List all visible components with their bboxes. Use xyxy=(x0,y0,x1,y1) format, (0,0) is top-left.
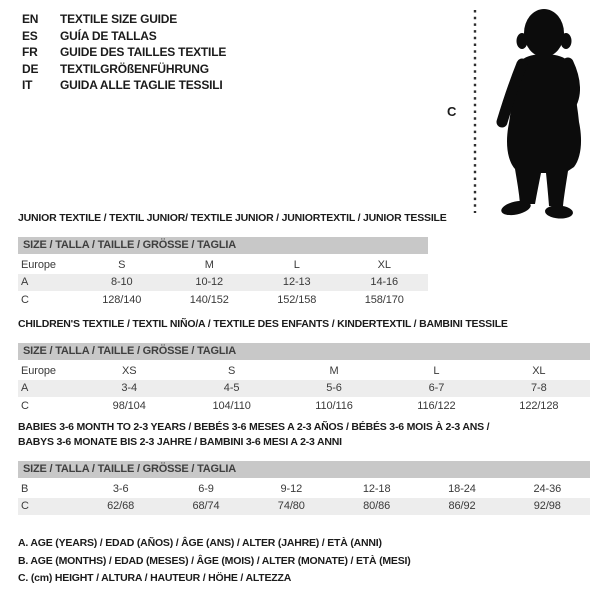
language-code: DE xyxy=(22,61,39,76)
size-table-children xyxy=(18,343,590,415)
table-cell: M xyxy=(204,258,214,271)
table-cell: 12-13 xyxy=(282,276,311,289)
row-label: C xyxy=(21,500,29,513)
size-table-babies xyxy=(18,461,590,515)
table-cell: S xyxy=(227,364,236,377)
language-code: IT xyxy=(22,78,33,93)
table-row xyxy=(18,256,428,274)
row-label: A xyxy=(21,382,29,395)
table-title-line: BABYS 3-6 MONATE BIS 2-3 JAHRE / BAMBINI 3-6 MESI A 2-3 ANNI xyxy=(18,435,342,448)
table-cell: 5-6 xyxy=(326,382,342,395)
language-row xyxy=(22,44,226,61)
table-cell: 6-7 xyxy=(428,382,445,395)
size-table-junior xyxy=(18,237,428,309)
table-title-line: CHILDREN'S TEXTILE / TEXTIL NIÑO/A / TEXTILE DES ENFANTS / KINDERTEXTIL / BAMBINI TESSILE xyxy=(18,318,508,330)
table-cell: 3-6 xyxy=(112,482,129,495)
table-cell: 18-24 xyxy=(448,482,476,495)
row-label: Europe xyxy=(21,364,56,377)
table-row xyxy=(18,274,428,292)
baby-silhouette xyxy=(500,9,581,219)
table-row xyxy=(18,362,590,380)
table-cell: XS xyxy=(121,364,137,377)
table-cell: 92/98 xyxy=(533,500,561,513)
footnote-height: C. (cm) HEIGHT / ALTURA / HAUTEUR / HÖHE / ALTEZZA xyxy=(18,572,292,584)
language-code: EN xyxy=(22,12,39,26)
table-cell: 6-9 xyxy=(198,482,214,495)
language-row xyxy=(22,11,226,28)
table-cell: 86/92 xyxy=(448,500,476,513)
table-cell: 4-5 xyxy=(223,382,240,395)
footnote-legend xyxy=(18,535,411,588)
table-cell: 128/140 xyxy=(102,293,142,306)
table-cell: 62/68 xyxy=(107,500,135,513)
table-cell: 9-12 xyxy=(280,482,303,495)
table-cell: 74/80 xyxy=(277,500,305,513)
table-cell: 10-12 xyxy=(195,276,224,289)
language-title: TEXTILE SIZE GUIDE xyxy=(60,12,178,26)
size-header-bar: SIZE / TALLA / TAILLE / GRÖSSE / TAGLIA xyxy=(18,237,428,254)
size-header-bar: SIZE / TALLA / TAILLE / GRÖSSE / TAGLIA xyxy=(18,461,590,478)
table-row xyxy=(18,291,428,309)
language-code: ES xyxy=(22,28,38,43)
table-cell: 110/116 xyxy=(315,399,353,412)
row-label: C xyxy=(21,293,29,306)
language-title: GUIDE DES TAILLES TEXTILE xyxy=(60,45,227,60)
table-cell: L xyxy=(293,258,300,271)
language-row xyxy=(22,61,226,78)
language-code: FR xyxy=(22,45,38,60)
table-title-line: JUNIOR TEXTILE / TEXTIL JUNIOR/ TEXTILE JUNIOR / JUNIORTEXTIL / JUNIOR TESSILE xyxy=(18,212,447,224)
table-row xyxy=(18,397,590,415)
size-header-bar: SIZE / TALLA / TAILLE / GRÖSSE / TAGLIA xyxy=(18,343,590,360)
table-cell: 98/104 xyxy=(112,399,146,412)
table-cell: 152/158 xyxy=(277,293,317,306)
row-label: Europe xyxy=(21,258,56,271)
table-cell: 104/110 xyxy=(212,399,251,412)
table-cell: 122/128 xyxy=(519,399,559,412)
table-title-line: BABIES 3-6 MONTH TO 2-3 YEARS / BEBÉS 3-6 MESES A 2-3 AÑOS / BÉBÉS 3-6 MOIS À 2-3 ANS / xyxy=(18,421,490,433)
language-title: GUÍA DE TALLAS xyxy=(60,28,157,43)
language-row xyxy=(22,28,226,45)
footnote-age-months: B. AGE (MONTHS) / EDAD (MESES) / ÂGE (MOIS) / ALTER (MONATE) / ETÀ (MESI) xyxy=(18,554,411,567)
table-row xyxy=(18,480,590,498)
language-row xyxy=(22,77,226,94)
table-cell: 7-8 xyxy=(531,382,547,395)
height-figure xyxy=(430,0,600,230)
table-cell: 24-36 xyxy=(533,482,562,495)
figure-height-label: C xyxy=(447,104,457,119)
table-cell: L xyxy=(433,364,440,377)
row-label: C xyxy=(21,399,29,412)
language-title: TEXTILGRÖßENFÜHRUNG xyxy=(60,61,209,76)
table-row xyxy=(18,380,590,398)
table-cell: 14-16 xyxy=(370,276,399,289)
table-title-junior xyxy=(18,211,593,226)
language-title: GUIDA ALLE TAGLIE TESSILI xyxy=(60,78,223,93)
table-row xyxy=(18,498,590,516)
table-cell: S xyxy=(118,258,126,271)
table-cell: 158/170 xyxy=(364,293,404,306)
table-title-babies xyxy=(18,420,593,449)
table-cell: 116/122 xyxy=(417,399,456,412)
row-label: A xyxy=(21,276,29,289)
table-cell: 68/74 xyxy=(192,500,220,513)
table-cell: XL xyxy=(377,258,391,271)
footnote-age-years: A. AGE (YEARS) / EDAD (AÑOS) / ÂGE (ANS) / ALTER (JAHRE) / ETÀ (ANNI) xyxy=(18,537,382,549)
table-cell: M xyxy=(329,364,339,377)
row-label: B xyxy=(21,482,29,495)
table-cell: 8-10 xyxy=(110,276,133,289)
table-title-children xyxy=(18,317,593,332)
table-cell: 3-4 xyxy=(121,382,137,395)
table-cell: XL xyxy=(532,364,546,377)
language-title-list xyxy=(22,11,226,94)
table-cell: 140/152 xyxy=(189,293,229,306)
table-cell: 12-18 xyxy=(362,482,391,495)
table-cell: 80/86 xyxy=(363,500,391,513)
